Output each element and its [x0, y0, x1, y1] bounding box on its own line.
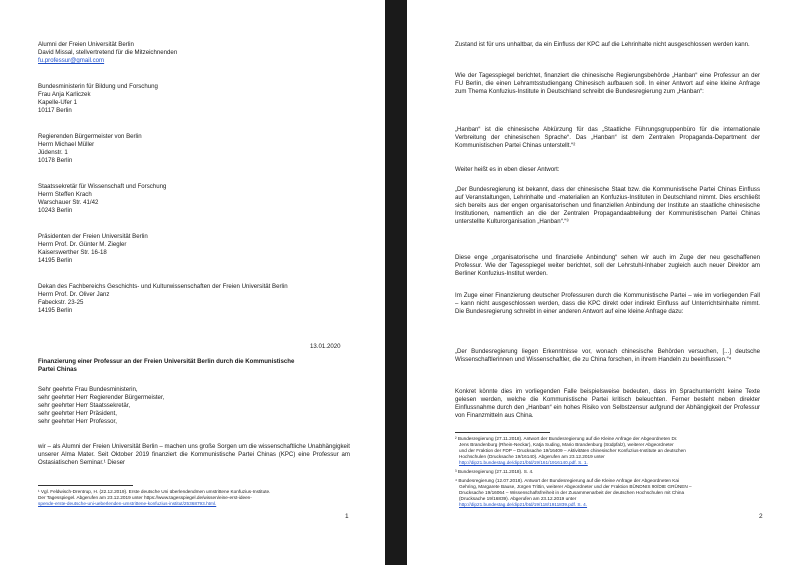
recipient-line: 14195 Berlin	[38, 307, 73, 314]
sender-email-link[interactable]: fu.professur@gmail.com	[38, 57, 105, 64]
recipient-line: Herrn Prof. Dr. Oliver Janz	[38, 291, 110, 298]
recipient-line: Herrn Michael Müller	[38, 141, 95, 148]
letter-page-2	[407, 0, 800, 565]
recipient-line: Frau Anja Karliczek	[38, 91, 91, 98]
recipient-line: 10243 Berlin	[38, 207, 73, 214]
footnote-link[interactable]: http://dip21.bundestag.de/dip21/btd/19/161/1916140.pdf. S. 1.	[459, 460, 588, 465]
letter-body-paragraph: wir – als Alumni der Freien Universität Berlin – machen uns große Sorgen um die wissenschaftliche Unabhängigkeit unserer Alma Mater. Seit Oktober 2019 finanziert die Kommunistische Partei Chinas (KPC) eine Professur am Ostasiatischen Seminar.¹ Dieser	[38, 443, 350, 467]
recipient-line: Kaiserswerther Str. 16-18	[38, 249, 107, 256]
paragraph: Diese enge „organisatorische und finanzielle Anbindung“ sehen wir auch im Zuge der neu geschaffenen Professur. Wie der Tagesspiegel weiter berichtet, soll der Lehrstuhl-Inhaber zugleich auch neuer Direktor am Berliner Konfuzius-Institut werden.	[455, 254, 760, 278]
subject-line-2: Partei Chinas	[38, 366, 77, 373]
footnote-line: (Drucksache 19/16839). Abgerufen am 23.12.2019 unter	[459, 496, 577, 501]
block-quote: „Hanban“ ist die chinesische Abkürzung für das „Staatliche Führungsgruppenbüro für die internationale Verbreitung der chinesischen Sprache“. Das „Hanban“ ist dem Zentralen Propaganda-Department der Kommunistischen Partei Chinas unterstellt.“²	[455, 126, 760, 150]
recipient-line: Herrn Steffen Krach	[38, 191, 92, 198]
recipient-line: Kapelle-Ufer 1	[38, 99, 77, 106]
recipient-line: Fabeckstr. 23-25	[38, 299, 84, 306]
footnote-line: Hochschulen (Drucksache 19/16140). Abgerufen am 23.12.2019 unter	[459, 454, 605, 459]
paragraph: Weiter heißt es in eben dieser Antwort:	[455, 166, 560, 173]
recipient-line: Herrn Prof. Dr. Günter M. Ziegler	[38, 241, 127, 248]
subject-line-1: Finanzierung einer Professur an der Freien Universität Berlin durch die Kommunistische	[38, 358, 295, 365]
paragraph: Zustand ist für uns unhaltbar, da ein Einfluss der KPC auf die Lehrinhalte nicht ausgeschlossen werden kann.	[455, 41, 750, 48]
page-number: 2	[759, 513, 763, 520]
salutation-line: sehr geehrter Herr Professor,	[38, 418, 117, 425]
recipient-line: 14195 Berlin	[38, 257, 73, 264]
footnote-line: ¹ Vgl. Feldwisch-Drentrup, H. (22.12.2019). Erste deutsche Uni überlendendmen umstrittene Konfuzius-Institute.	[38, 489, 271, 494]
footnote-3: ³ Bundesregierung (27.11.2018). S. 4.	[455, 469, 534, 474]
recipient-line: Regierenden Bürgermeister von Berlin	[38, 133, 142, 140]
sender-line-2: David Missal, stellvertretend für die Mitzeichnenden	[38, 49, 178, 56]
footnote-line: Drucksache 19/16064 – Wissenschaftsfreiheit in der Zusammenarbeit der deutschen Hochschulen mit China	[459, 490, 685, 495]
footnote-line: Jens Brandenburg (Rhein-Neckar), Katja Suding, Mario Brandenburg (Südpfalz), weiterer Abgeordneter	[459, 442, 674, 447]
salutation-line: Sehr geehrte Frau Bundesministerin,	[38, 386, 138, 393]
block-quote: „Der Bundesregierung ist bekannt, dass der chinesische Staat bzw. die Kommunistische Partei Chinas Einfluss auf Veranstaltungen, Lehrinhalte und -materialien an Konfuzius-Instituten in Deutschland nimmt. Dies erschließt sich bereits aus der engen organisatorischen und finanziellen Anbindung der Institute an staatliche chinesische Institutionen, namentlich an die der Zentralen Propagandaabteilung der Kommunistischen Partei Chinas unterstellte Kulturorganisation „Hanban“.“³	[455, 186, 760, 226]
recipient-line: Warschauer Str. 41/42	[38, 199, 99, 206]
salutation-line: sehr geehrter Herr Staatssekretär,	[38, 402, 131, 409]
recipient-line: 10117 Berlin	[38, 107, 72, 114]
recipient-line: Präsidenten der Freien Universität Berlin	[38, 233, 148, 240]
footnote-line: Der Tagesspiegel. Abgerufen am 23.12.2019 unter https://www.tagesspiegel.de/wissen/eine-erst-ideen-	[38, 495, 252, 500]
recipient-line: Dekan des Fachbereichs Geschichts- und Kulturwissenschaften der Freien Universität Berlin	[38, 283, 288, 290]
footnote-divider	[455, 432, 550, 433]
recipient-line: 10178 Berlin	[38, 157, 73, 164]
page-number: 1	[345, 513, 349, 520]
paragraph: Wie der Tagesspiegel berichtet, finanziert die chinesische Regierungsbehörde „Hanban“ eine Professur an der FU Berlin, die einen Lehramtsstudiengang Chinesisch aufbauen soll. In einer Antwort auf eine kleine Anfrage zum Thema Konfuzius-Institute in Deutschland schreibt die Bundesregierung zum „Hanban“:	[455, 72, 760, 96]
letter-page-1	[0, 0, 385, 565]
block-quote: „Der Bundesregierung liegen Erkenntnisse vor, wonach chinesische Behörden versuchen, [...] deutsche Wissenschaftlerinnen und Wissenschaftler, die zu China forschen, in ihrem Handeln zu beeinflussen.“⁴	[455, 348, 760, 364]
sender-line-1: Alumni der Freien Universität Berlin	[38, 41, 134, 48]
paragraph: Im Zuge einer Finanzierung deutscher Professuren durch die Kommunistische Partei – wie im vorliegenden Fall – kann nicht ausgeschlossen werden, dass die KPC direkt oder indirekt Einfluss auf Unterrichtsinhalte nimmt. Die Bundesregierung schreibt in einer anderen Antwort auf eine kleine Anfrage dazu:	[455, 292, 760, 316]
recipient-line: Staatssekretär für Wissenschaft und Forschung	[38, 183, 167, 190]
footnote-line: ² Bundesregierung (27.11.2018). Antwort der Bundesregierung auf die Kleine Anfrage der Abgeordneten Dr.	[455, 436, 678, 441]
salutation-line: sehr geehrter Herr Regierender Bürgermeister,	[38, 394, 165, 401]
footnote-link[interactable]: http://dip21.bundestag.de/dip21/btd/19/118/1911839.pdf. S. 4.	[459, 502, 588, 507]
paragraph: Konkret könnte dies im vorliegenden Falle beispielsweise bedeuten, dass im Sprachunterricht keine Texte gelesen werden, welche die Kommunistische Partei kritisch beleuchten. Ferner besteht neben direkter Einflussnahme durch den „Hanban“ ein hohes Risiko von Selbstzensur aufgrund der Abhängigkeit der Professur von Finanzmitteln aus China.	[455, 388, 760, 420]
recipient-line: Jüdenstr. 1	[38, 149, 68, 156]
footnote-link[interactable]: spende-erste-deutsche-uni-ueberlenden-umstrittene-konfuzius-institut/25368793.html.	[38, 501, 217, 506]
footnote-divider	[38, 485, 133, 486]
recipient-line: Bundesministerin für Bildung und Forschung	[38, 83, 158, 90]
footnote-line: Gehring, Margarete Bause, Jürgen Trittin, weiterer Abgeordneter und der Fraktion BÜNDNIS 90/DIE GRÜNEN –	[459, 484, 692, 489]
salutation-line: sehr geehrter Herr Präsident,	[38, 410, 117, 417]
letter-date: 13.01.2020	[310, 343, 341, 350]
footnote-line: ⁴ Bundesregierung (12.07.2018). Antwort der Bundesregierung auf die Kleine Anfrage der Abgeordneten Kai	[455, 478, 680, 483]
footnote-line: und der Fraktion der FDP – Drucksache 19/16409 – Aktivitäten chinesischer Konfuzius-Institute an deutschen	[459, 448, 686, 453]
